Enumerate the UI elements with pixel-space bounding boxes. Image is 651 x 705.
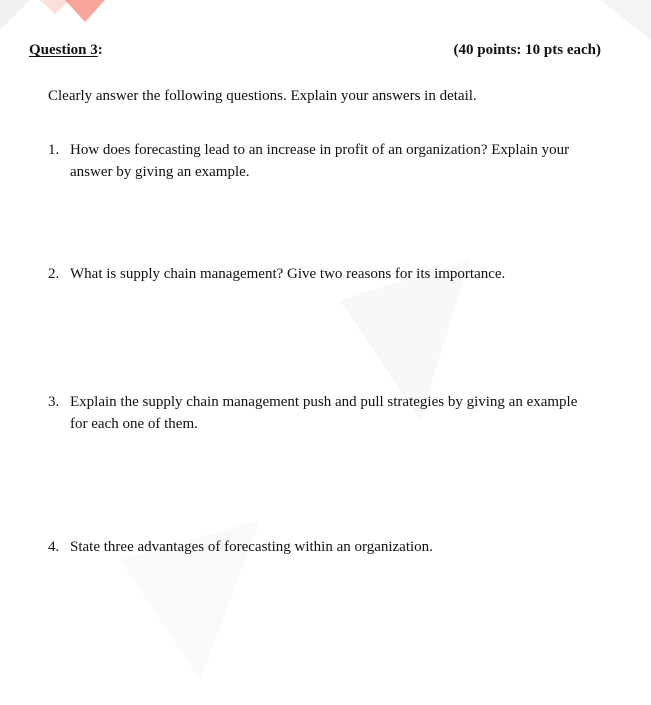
item-text-line-1: State three advantages of forecasting within an organization. <box>70 539 433 555</box>
item-text-line-1: Explain the supply chain management push and pull strategies by giving an example <box>70 394 578 410</box>
item-number: 3. <box>48 394 60 410</box>
item-text-line-1: How does forecasting lead to an increase in profit of an organization? Explain your <box>70 142 570 158</box>
points-info: (40 points: 10 pts each) <box>453 42 601 58</box>
question-item-3 <box>48 391 608 435</box>
item-text-line-2: for each one of them. <box>70 416 198 432</box>
question-item-1 <box>48 139 608 183</box>
item-number: 4. <box>48 539 60 555</box>
instructions-text: Clearly answer the following questions. Explain your answers in detail. <box>48 88 477 104</box>
item-number: 2. <box>48 266 60 282</box>
item-text-line-1: What is supply chain management? Give two reasons for its importance. <box>70 266 506 282</box>
question-item-4 <box>48 536 608 558</box>
question-suffix: : <box>97 42 103 58</box>
item-text-line-2: answer by giving an example. <box>70 164 250 180</box>
question-heading <box>29 42 103 59</box>
question-item-2 <box>48 263 608 285</box>
question-label: Question 3 <box>29 42 98 58</box>
item-number: 1. <box>48 142 60 158</box>
